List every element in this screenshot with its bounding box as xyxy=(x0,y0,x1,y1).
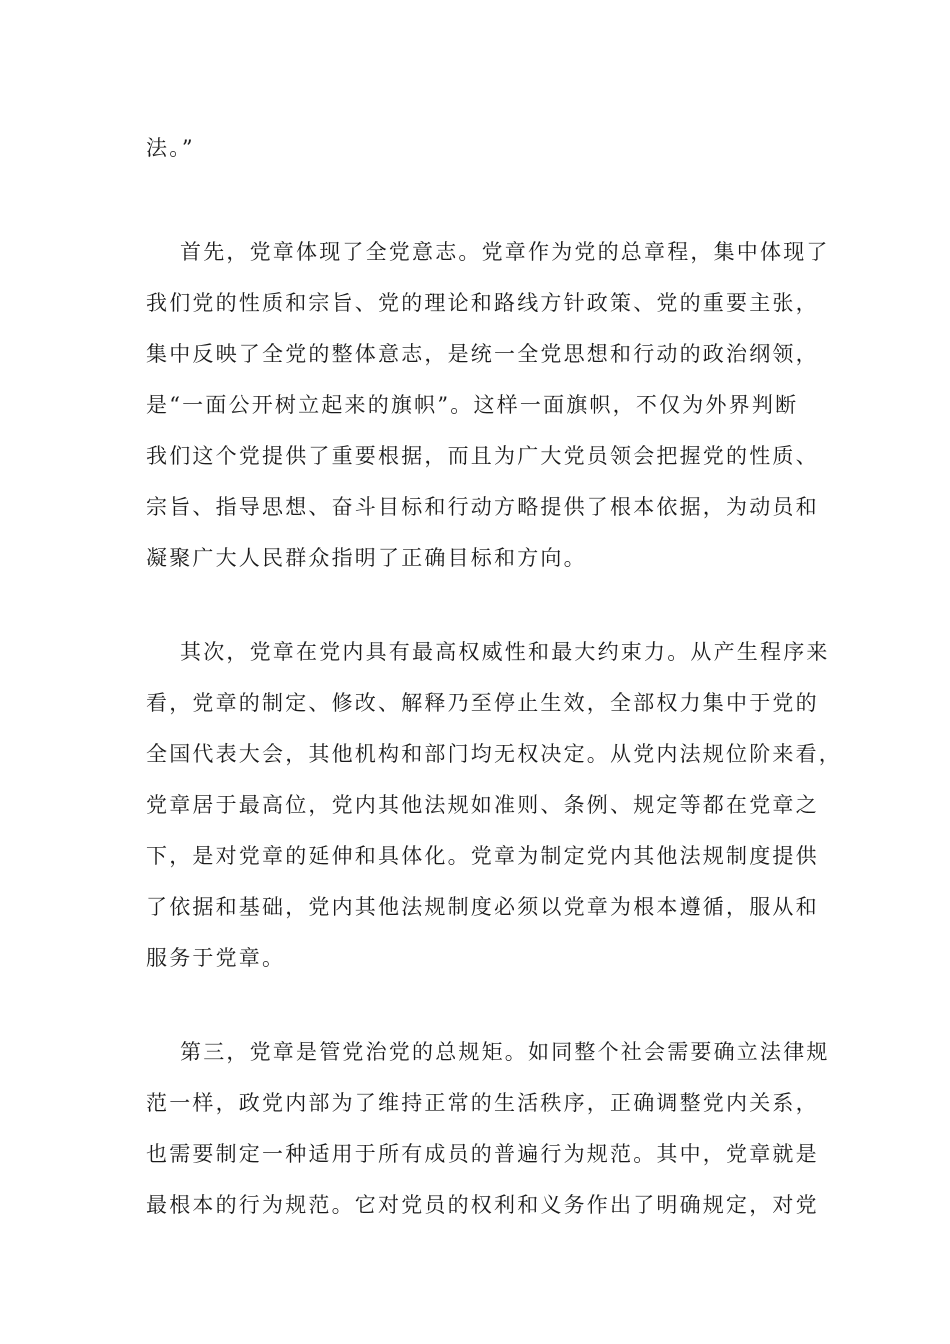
paragraph-line: 全国代表大会，其他机构和部门均无权决定。从党内法规位阶来看， xyxy=(146,742,842,766)
paragraph-line: 下，是对党章的延伸和具体化。党章为制定党内其他法规制度提供 xyxy=(146,844,819,868)
paragraph-line: 最根本的行为规范。它对党员的权利和义务作出了明确规定，对党 xyxy=(146,1193,819,1217)
paragraph-line: 也需要制定一种适用于所有成员的普遍行为规范。其中，党章就是 xyxy=(146,1142,819,1166)
paragraph-line: 党章居于最高位，党内其他法规如准则、条例、规定等都在党章之 xyxy=(146,793,819,817)
paragraph-line: 我们这个党提供了重要根据，而且为广大党员领会把握党的性质、 xyxy=(146,444,819,468)
paragraph-line: 首先，党章体现了全党意志。党章作为党的总章程，集中体现了 xyxy=(180,240,830,264)
paragraph-line: 宗旨、指导思想、奋斗目标和行动方略提供了根本依据，为动员和 xyxy=(146,495,819,519)
paragraph-line: 法。” xyxy=(146,136,195,160)
paragraph-line: 是“一面公开树立起来的旗帜”。这样一面旗帜，不仅为外界判断 xyxy=(146,393,799,417)
paragraph-line: 看，党章的制定、修改、解释乃至停止生效，全部权力集中于党的 xyxy=(146,691,819,715)
paragraph-line: 第三，党章是管党治党的总规矩。如同整个社会需要确立法律规 xyxy=(180,1040,830,1064)
paragraph-line: 范一样，政党内部为了维持正常的生活秩序，正确调整党内关系， xyxy=(146,1091,819,1115)
paragraph-line: 服务于党章。 xyxy=(146,946,286,970)
paragraph-line: 了依据和基础，党内其他法规制度必须以党章为根本遵循，服从和 xyxy=(146,895,819,919)
paragraph-line: 集中反映了全党的整体意志，是统一全党思想和行动的政治纲领， xyxy=(146,342,819,366)
paragraph-line: 其次，党章在党内具有最高权威性和最大约束力。从产生程序来 xyxy=(180,640,830,664)
paragraph-line: 凝聚广大人民群众指明了正确目标和方向。 xyxy=(146,546,587,570)
paragraph-line: 我们党的性质和宗旨、党的理论和路线方针政策、党的重要主张， xyxy=(146,291,819,315)
